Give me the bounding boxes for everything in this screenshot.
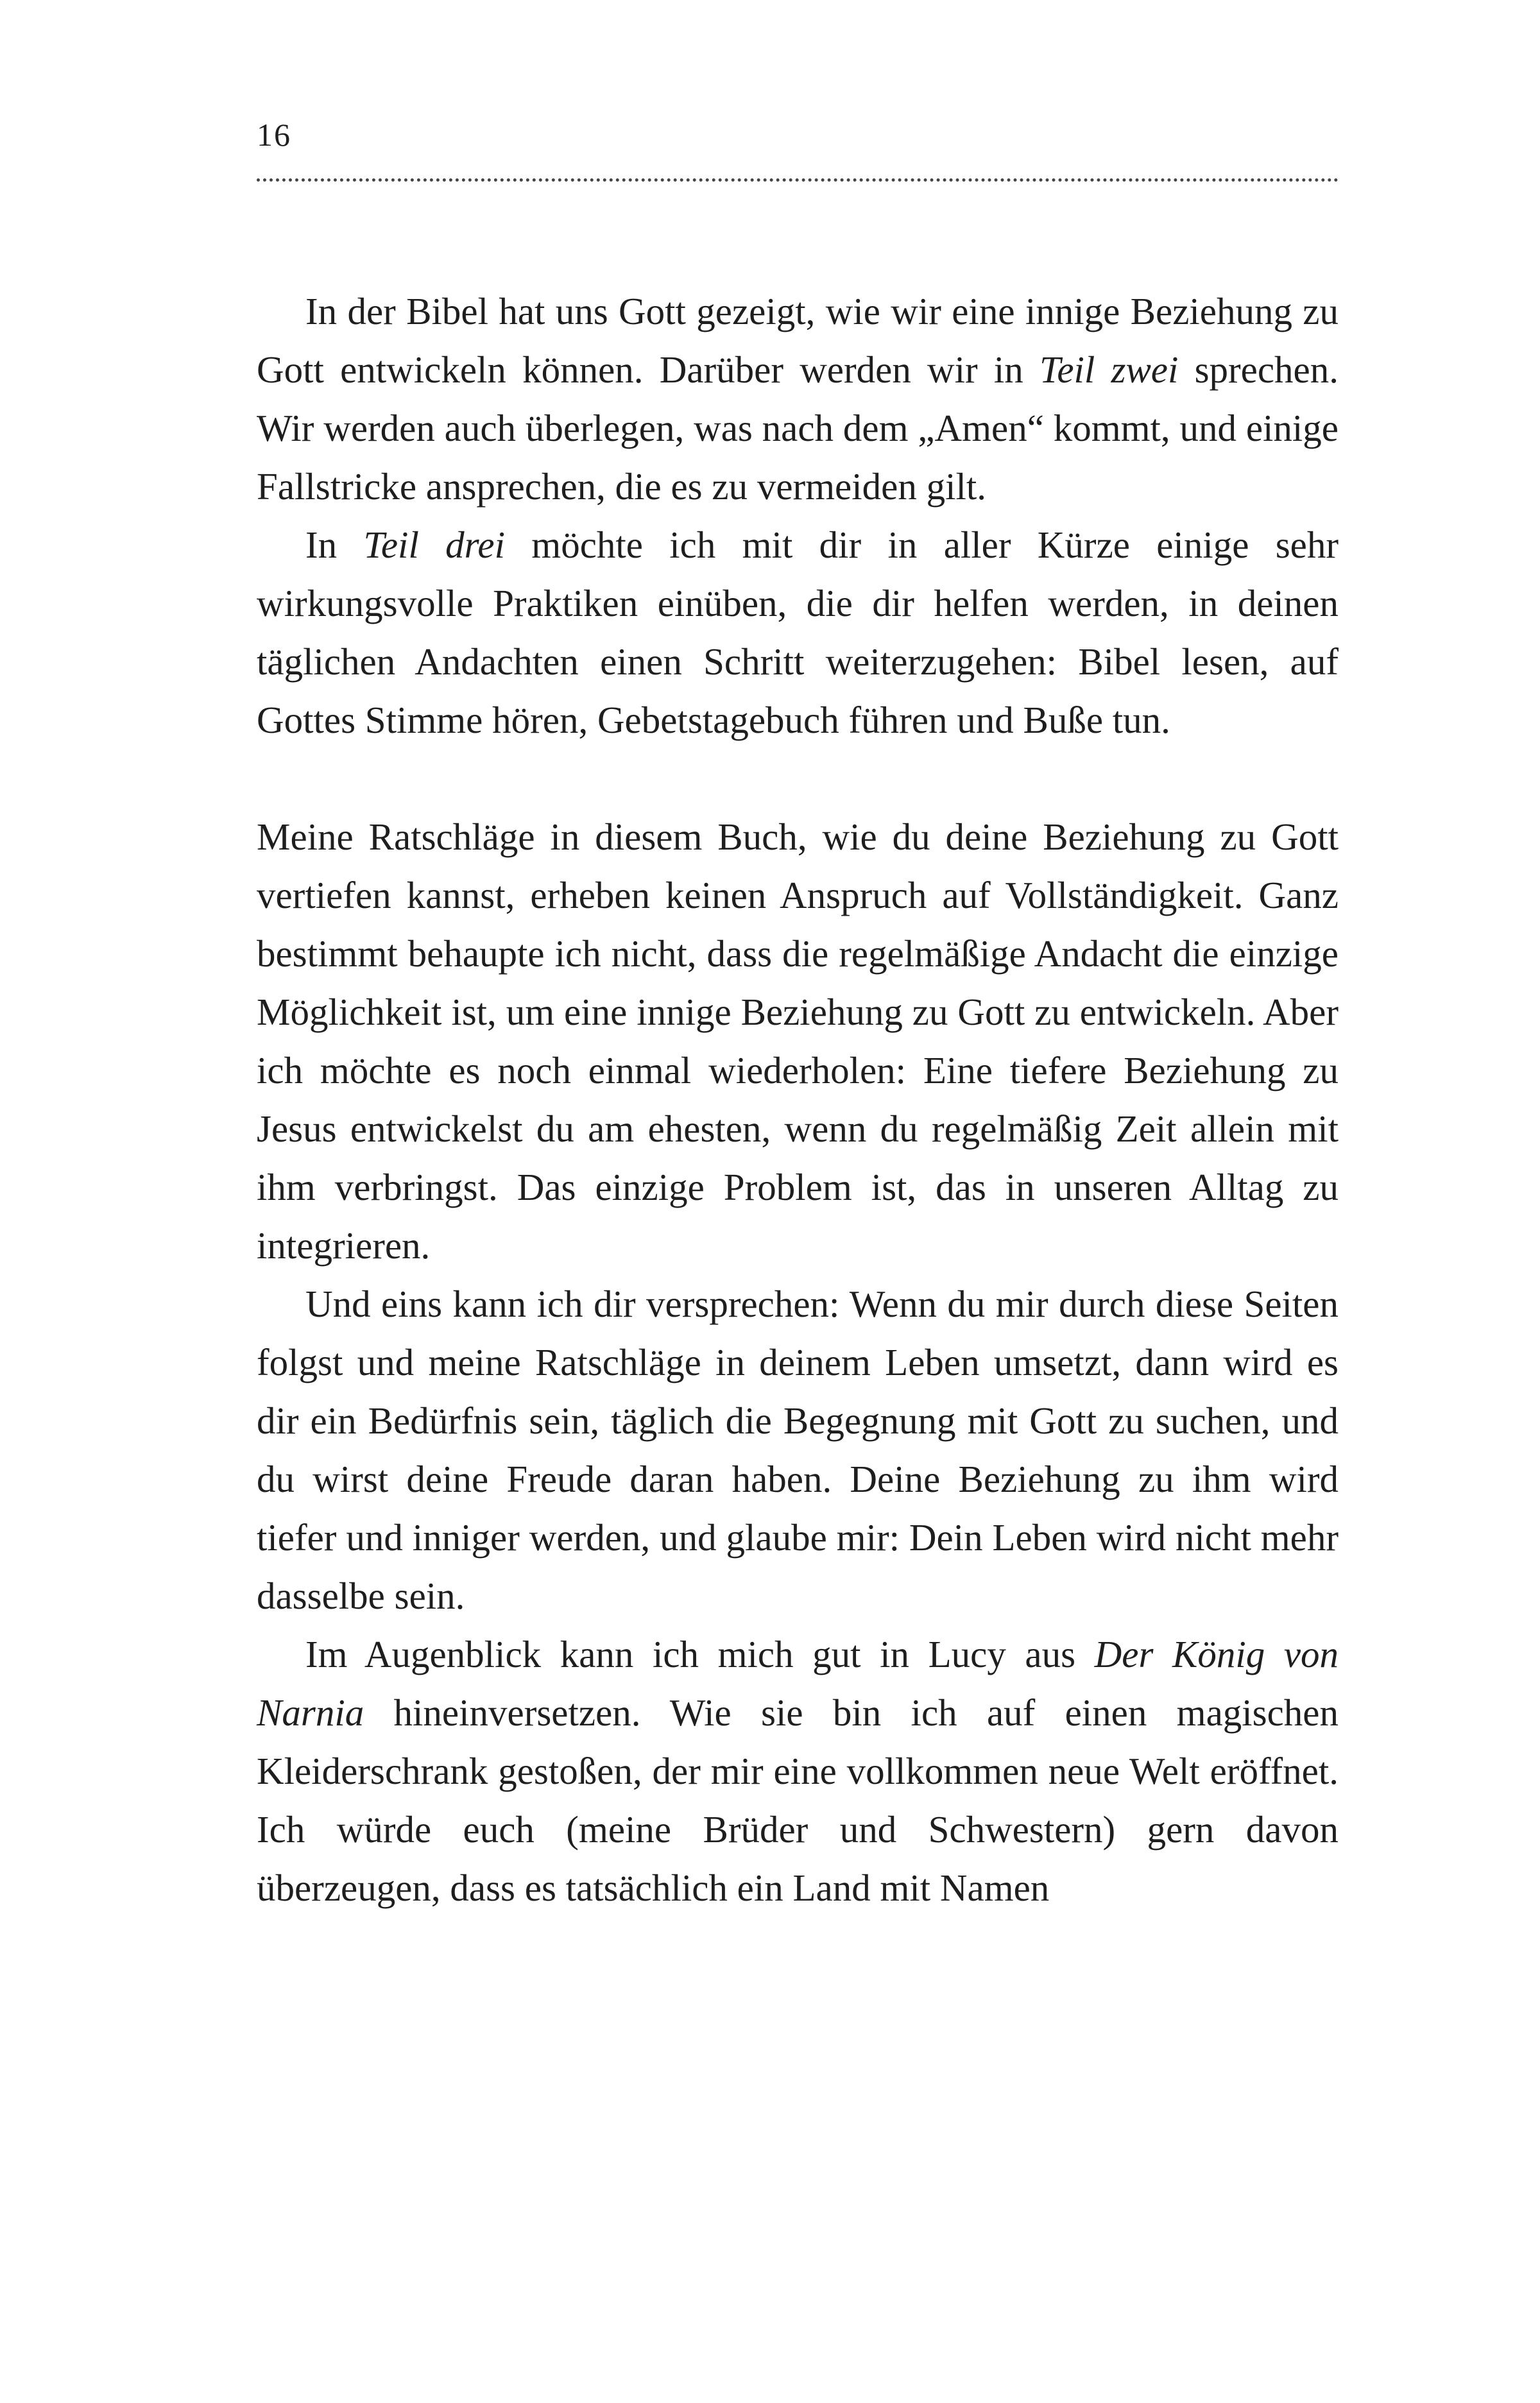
text-run: möchte ich mit dir in aller Kürze einige sehr wirkungsvolle Praktiken einüben, die dir helfen werden, in deinen täglichen Andachten einen Schritt weiterzugehen: Bibel lesen, auf Gottes Stimme hören, Gebetstagebuch führen und Buße tun. <box>257 524 1339 741</box>
body-text <box>257 282 1339 1917</box>
paragraph <box>257 282 1339 516</box>
text-run: sprechen. Wir werden auch überlegen, was nach dem „Amen“ kommt, und einige Fallstricke ansprechen, die es zu vermeiden gilt. <box>257 348 1339 508</box>
text-run: Im Augenblick kann ich mich gut in Lucy aus <box>305 1633 1095 1675</box>
italic-reference: Teil drei <box>363 524 505 566</box>
header-dotted-rule <box>257 178 1339 182</box>
italic-book-title: Der König von Narnia <box>257 1633 1339 1734</box>
paragraph <box>257 1625 1339 1917</box>
text-run: Und eins kann ich dir versprechen: Wenn du mir durch diese Seiten folgst und meine Ratschläge in deinem Leben umsetzt, dann wird es dir ein Bedürfnis sein, täglich die Begegnung mit Gott zu suchen, und du wirst deine Freude daran haben. Deine Beziehung zu ihm wird tiefer und inniger werden, und glaube mir: Dein Leben wird nicht mehr dasselbe sein. <box>257 1283 1339 1617</box>
text-run: In der Bibel hat uns Gott gezeigt, wie wir eine innige Beziehung zu Gott entwickeln können. Darüber werden wir in <box>257 290 1339 391</box>
text-run: Meine Ratschläge in diesem Buch, wie du deine Beziehung zu Gott vertiefen kannst, erheben keinen Anspruch auf Vollständigkeit. Ganz bestimmt behaupte ich nicht, dass die regelmäßige Andacht die einzige Möglichkeit ist, um eine innige Beziehung zu Gott zu entwickeln. Aber ich möchte es noch einmal wiederholen: Eine tiefere Beziehung zu Jesus entwickelst du am ehesten, wenn du regelmäßig Zeit allein mit ihm verbringst. Das einzige Problem ist, das in unseren Alltag zu integrieren. <box>257 816 1339 1267</box>
paragraph <box>257 516 1339 749</box>
text-run: hineinversetzen. Wie sie bin ich auf einen magischen Kleiderschrank gestoßen, der mir eine vollkommen neue Welt eröffnet. Ich würde euch (meine Brüder und Schwestern) gern davon überzeugen, dass es tatsächlich ein Land mit Namen <box>257 1691 1339 1909</box>
text-run: In <box>305 524 364 566</box>
paragraph <box>257 808 1339 1275</box>
paragraph <box>257 1275 1339 1625</box>
page-number: 16 <box>257 117 291 153</box>
italic-reference: Teil zwei <box>1039 348 1179 391</box>
